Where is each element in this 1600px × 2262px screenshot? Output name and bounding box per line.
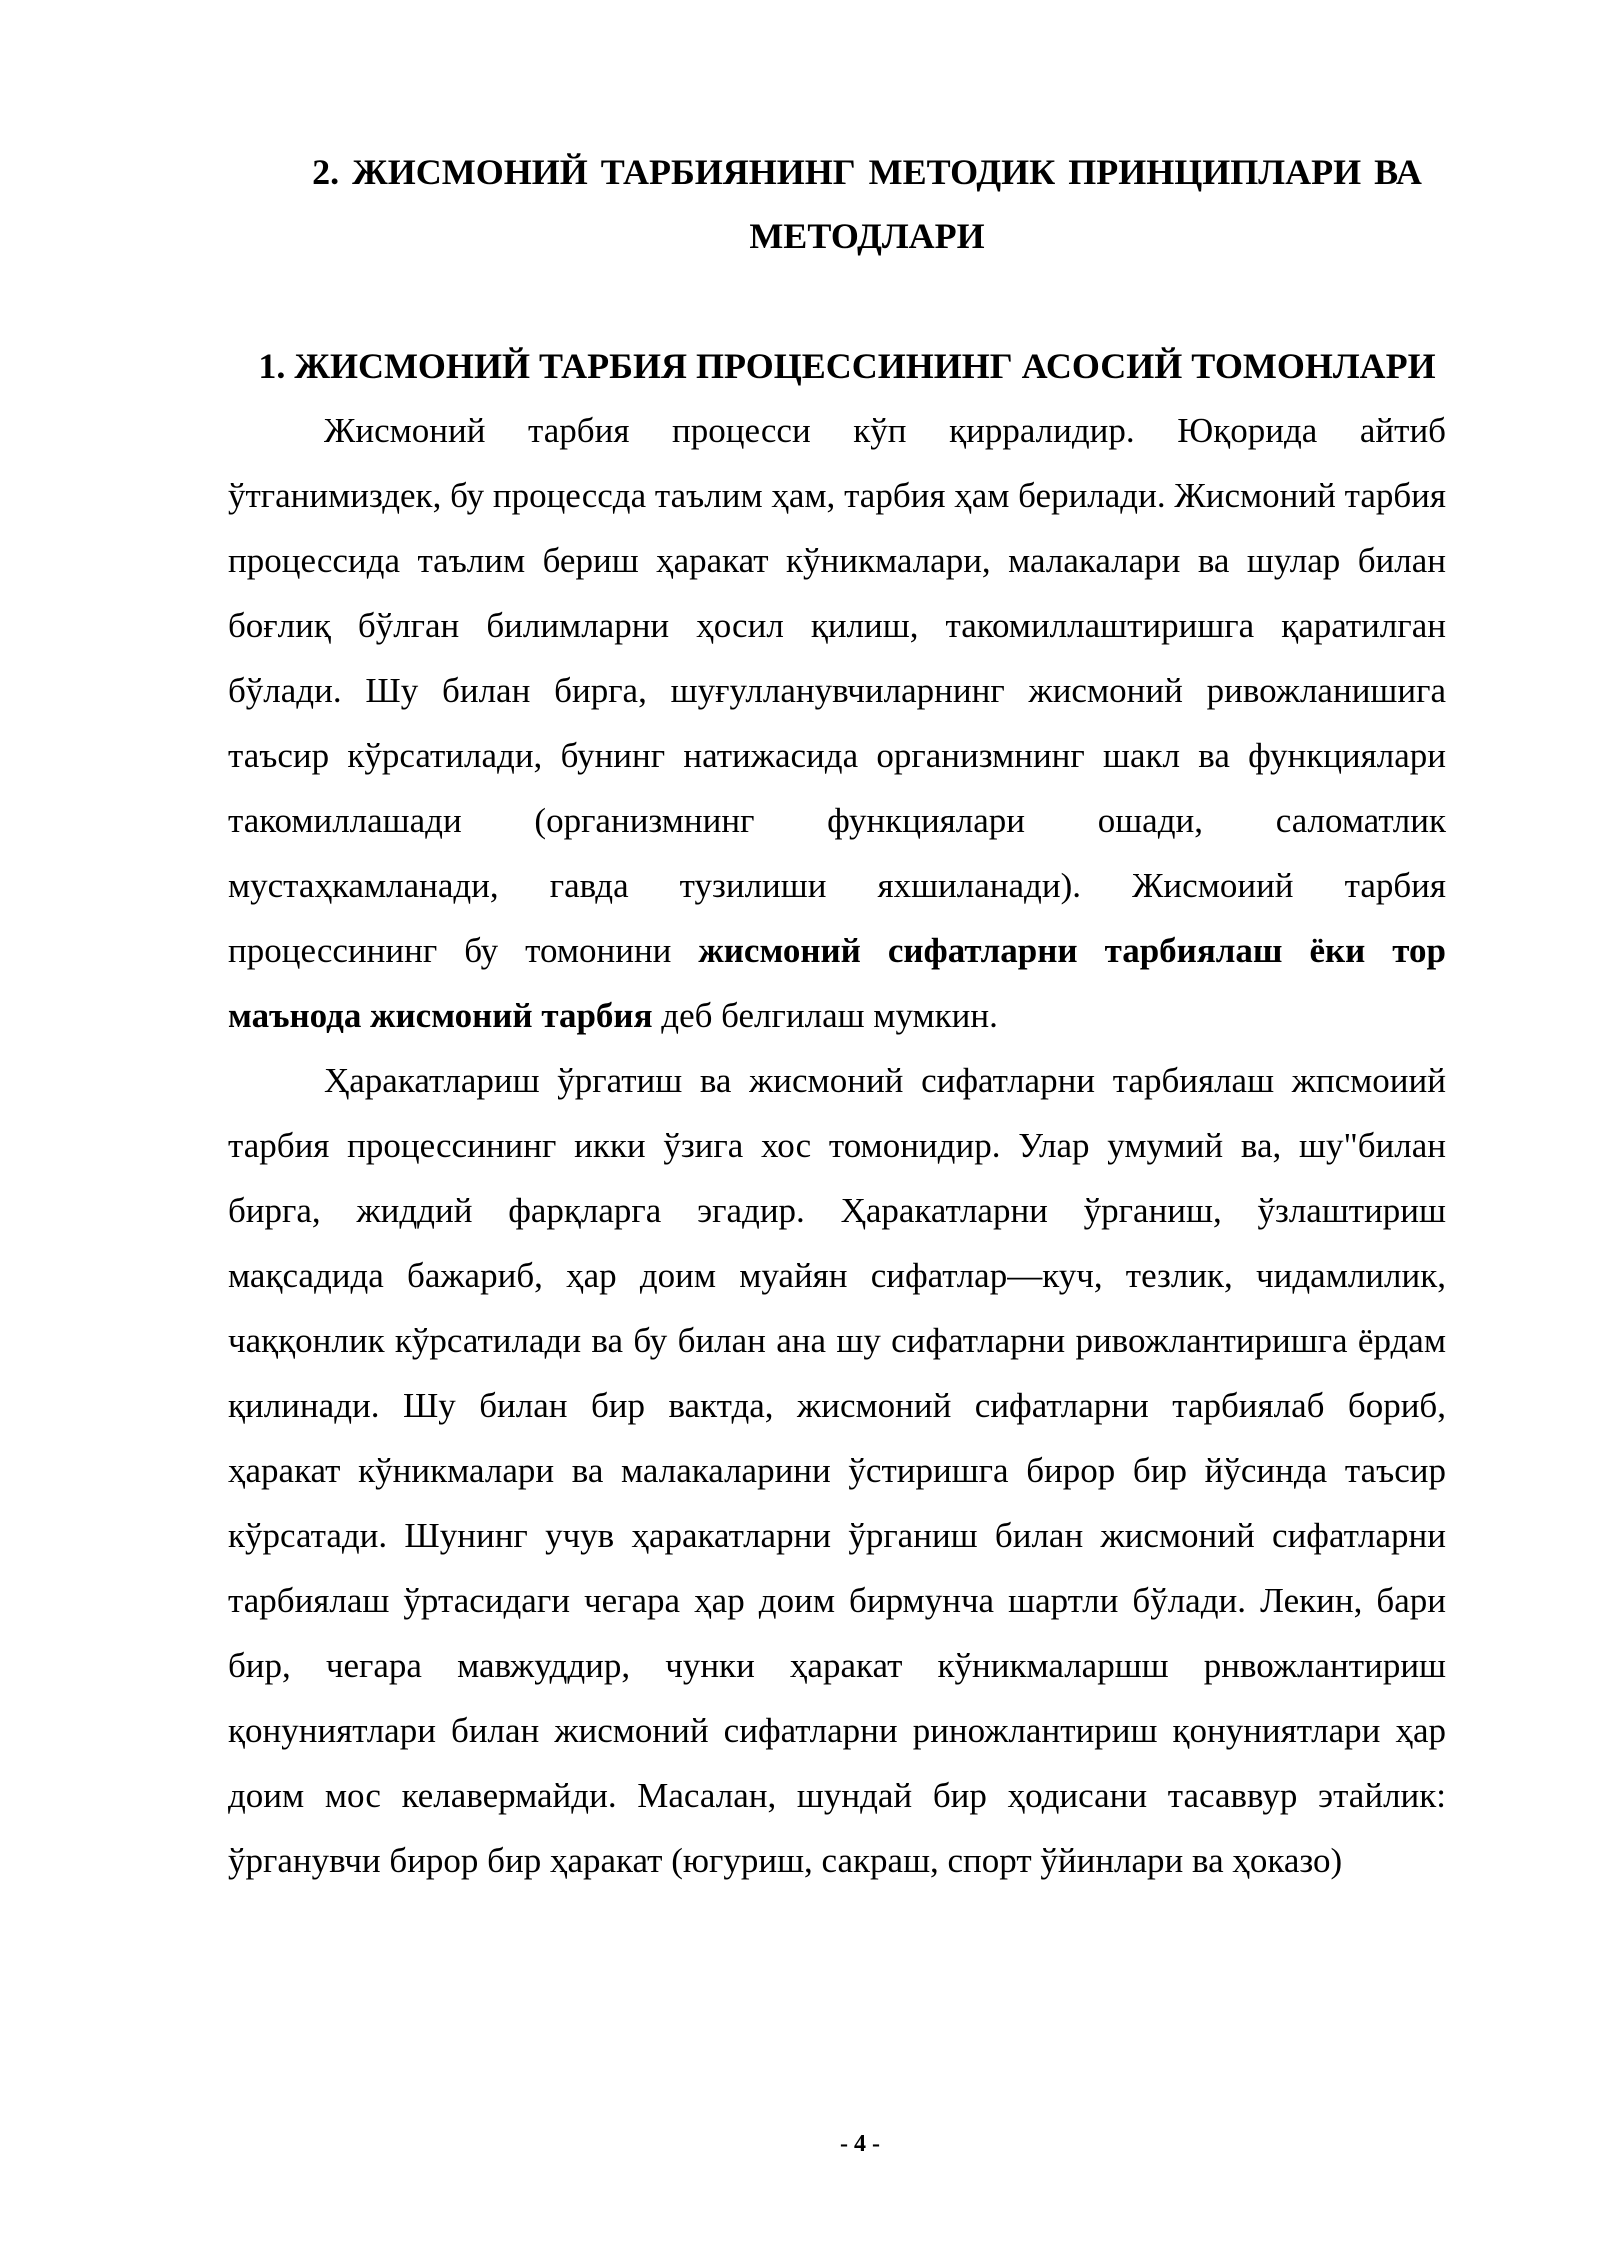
paragraph-1-text-end: деб белгилаш мумкин.: [652, 996, 998, 1035]
paragraph-2: Ҳаракатлариш ўргатиш ва жисмоний сифатларни тарбиялаш жпсмоиий тарбия процессининг икки ўзига хос томонидир. Улар умумий ва, шу"билан бирга, жиддий фарқларга эгадир. Ҳаракатларни ўрганиш, ўзлаштириш мақсадида бажариб, ҳар доим муайян сифатлар—куч, тезлик, чидамлилик, чаққонлик кўрсатилади ва бу билан ана шу сифатларни ривожлантиришга ёрдам қилинади. Шу билан бир вактда, жисмоний сифатларни тарбиялаб бориб, ҳаракат кўникмалари ва малакаларини ўстиришга бирор бир йўсинда таъсир кўрсатади. Шунинг учув ҳаракатларни ўрганиш билан жисмоний сифатларни тарбиялаш ўртасидаги чегара ҳар доим бирмунча шартли бўлади. Лекин, бари бир, чегара мавжуддир, чунки ҳаракат кўникмаларшш рнвожлантириш қонуниятлари билан жисмоний сифатларни риножлантириш қонуниятлари ҳар доим мос келавермайди. Масалан, шундай бир ҳодисани тасаввур этайлик: ўрганувчи бирор бир ҳаракат (югуриш, сакраш, спорт ўйинлари ва ҳоказо): [228, 1061, 1446, 1880]
document-page: [228, 140, 1446, 1893]
paragraph-1-text-start: Жисмоний тарбия процесси кўп қирралидир. Юқорида айтиб ўтганимиздек, бу процессда таълим ҳам, тарбия ҳам берилади. Жисмоний тарбия процессида таълим бериш ҳаракат кўникмалари, малакалари ва шулар билан боғлиқ бўлган билимларни ҳосил қилиш, такомиллаштиришга қаратилган бўлади. Шу билан бирга, шуғулланувчиларнинг жисмоний ривожланишига таъсир кўрсатилади, бунинг натижасида организмнинг шакл ва функциялари такомиллашади (организмнинг функциялари ошади, саломатлик мустаҳкамланади, гавда тузилиши яхшиланади). Жисмоиий тарбия процессининг бу томонини: [228, 411, 1446, 970]
section-title: 1. ЖИСМОНИЙ ТАРБИЯ ПРОЦЕССИНИНГ АСОСИЙ ТОМОНЛАРИ: [258, 346, 1436, 386]
paragraph-1: [228, 398, 1446, 1048]
chapter-title: 2. ЖИСМОНИЙ ТАРБИЯНИНГ МЕТОДИК ПРИНЦИПЛАРИ ВА МЕТОДЛАРИ: [312, 152, 1422, 256]
page-number: - 4 -: [840, 2131, 880, 2157]
paragraph-1-bold-term: жисмоний сифатларни тарбиялаш ёки тор маънода жисмоний тарбия: [228, 931, 1446, 1035]
